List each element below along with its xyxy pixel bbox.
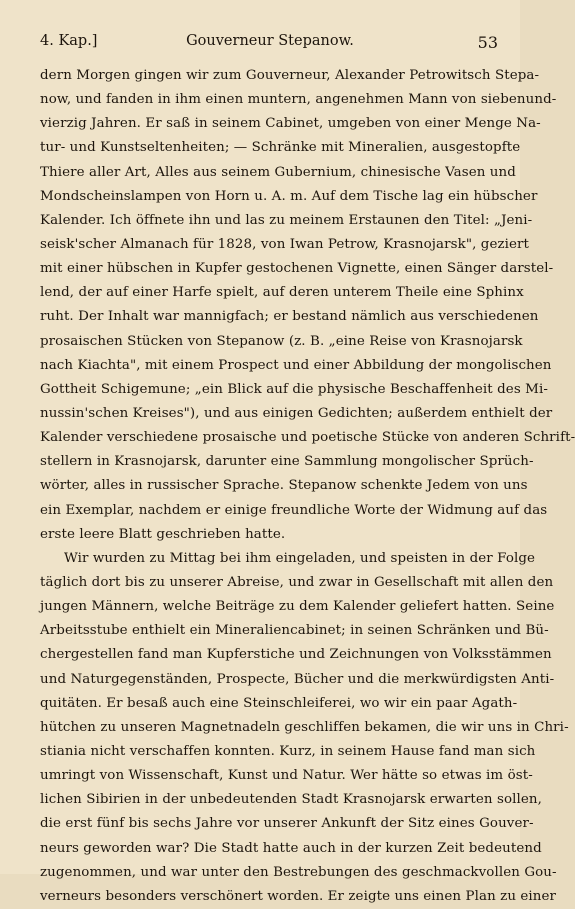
text-line: mit einer hübschen in Kupfer gestochenen Vignette, einen Sänger darstel- bbox=[40, 261, 554, 277]
text-line: Arbeitsstube enthielt ein Mineraliencabinet; in seinen Schränken und Bü- bbox=[40, 623, 549, 639]
text-line: Kalender verschiedene prosaische und poetische Stücke von anderen Schrift- bbox=[40, 430, 575, 446]
text-line: und Naturgegenständen, Prospecte, Bücher und die merkwürdigsten Anti- bbox=[40, 671, 555, 687]
chapter-label: 4. Kap.] bbox=[40, 33, 98, 49]
text-line: tur- und Kunstseltenheiten; — Schränke mit Mineralien, ausgestopfte bbox=[40, 140, 521, 156]
text-line: stellern in Krasnojarsk, darunter eine Sammlung mongolischer Sprüch- bbox=[40, 454, 534, 470]
text-line: verneurs besonders verschönert worden. Er zeigte uns einen Plan zu einer bbox=[40, 888, 557, 904]
running-title: Gouverneur Stepanow. bbox=[186, 33, 354, 49]
text-line: vierzig Jahren. Er saß in seinem Cabinet, umgeben von einer Menge Na- bbox=[40, 116, 541, 132]
text-line: now, und fanden in ihm einen muntern, angenehmen Mann von siebenund- bbox=[40, 92, 557, 108]
running-header bbox=[40, 33, 500, 53]
text-line: die erst fünf bis sechs Jahre vor unserer Ankunft der Sitz eines Gouver- bbox=[40, 816, 534, 832]
text-line: nussin'schen Kreises"), und aus einigen Gedichten; außerdem enthielt der bbox=[40, 405, 553, 421]
text-line: zugenommen, und war unter den Bestrebungen des geschmackvollen Gou- bbox=[40, 864, 557, 880]
text-line: stiania nicht verschaffen konnten. Kurz, in seinem Hause fand man sich bbox=[40, 743, 536, 759]
text-line: Mondscheinslampen von Horn u. A. m. Auf dem Tische lag ein hübscher bbox=[40, 188, 538, 204]
text-line: Kalender. Ich öffnete ihn und las zu meinem Erstaunen den Titel: „Jeni- bbox=[40, 212, 533, 228]
text-line: Gottheit Schigemune; „ein Blick auf die physische Beschaffenheit des Mi- bbox=[40, 381, 548, 397]
text-line: lend, der auf einer Harfe spielt, auf deren unterem Theile eine Sphinx bbox=[40, 285, 524, 301]
text-line: hütchen zu unseren Magnetnadeln geschliffen bekamen, die wir uns in Chri- bbox=[40, 719, 569, 735]
text-line: neurs geworden war? Die Stadt hatte auch in der kurzen Zeit bedeutend bbox=[40, 840, 542, 856]
text-line: jungen Männern, welche Beiträge zu dem Kalender geliefert hatten. Seine bbox=[40, 599, 555, 615]
text-line: prosaischen Stücken von Stepanow (z. B. „eine Reise von Krasnojarsk bbox=[40, 333, 523, 349]
text-line: dern Morgen gingen wir zum Gouverneur, Alexander Petrowitsch Stepa- bbox=[40, 68, 540, 83]
text-line: täglich dort bis zu unserer Abreise, und zwar in Gesellschaft mit allen den bbox=[40, 574, 554, 590]
text-line: chergestellen fand man Kupferstiche und Zeichnungen von Volksstämmen bbox=[40, 647, 552, 663]
text-line: wörter, alles in russischer Sprache. Stepanow schenkte Jedem von uns bbox=[40, 478, 528, 494]
text-line: Thiere aller Art, Alles aus seinem Gubernium, chinesische Vasen und bbox=[40, 164, 516, 180]
text-line: nach Kiachta", mit einem Prospect und einer Abbildung der mongolischen bbox=[40, 357, 552, 373]
text-line: lichen Sibirien in der unbedeutenden Stadt Krasnojarsk erwarten sollen, bbox=[40, 792, 543, 808]
text-line: seisk'scher Almanach für 1828, von Iwan Petrow, Krasnojarsk", geziert bbox=[40, 236, 530, 252]
page-number: 53 bbox=[477, 33, 498, 52]
paragraph-start-line: Wir wurden zu Mittag bei ihm eingeladen, und speisten in der Folge bbox=[64, 550, 536, 566]
paragraph-end-line: erste leere Blatt geschrieben hatte. bbox=[40, 526, 286, 542]
page-body-text bbox=[40, 64, 575, 909]
text-line: ein Exemplar, nachdem er einige freundliche Worte der Widmung auf das bbox=[40, 502, 548, 518]
text-line: umringt von Wissenschaft, Kunst und Natur. Wer hätte so etwas im öst- bbox=[40, 768, 533, 784]
text-line: quitäten. Er besaß auch eine Steinschleiferei, wo wir ein paar Agath- bbox=[40, 695, 518, 711]
text-line: ruht. Der Inhalt war mannigfach; er bestand nämlich aus verschiedenen bbox=[40, 309, 539, 325]
